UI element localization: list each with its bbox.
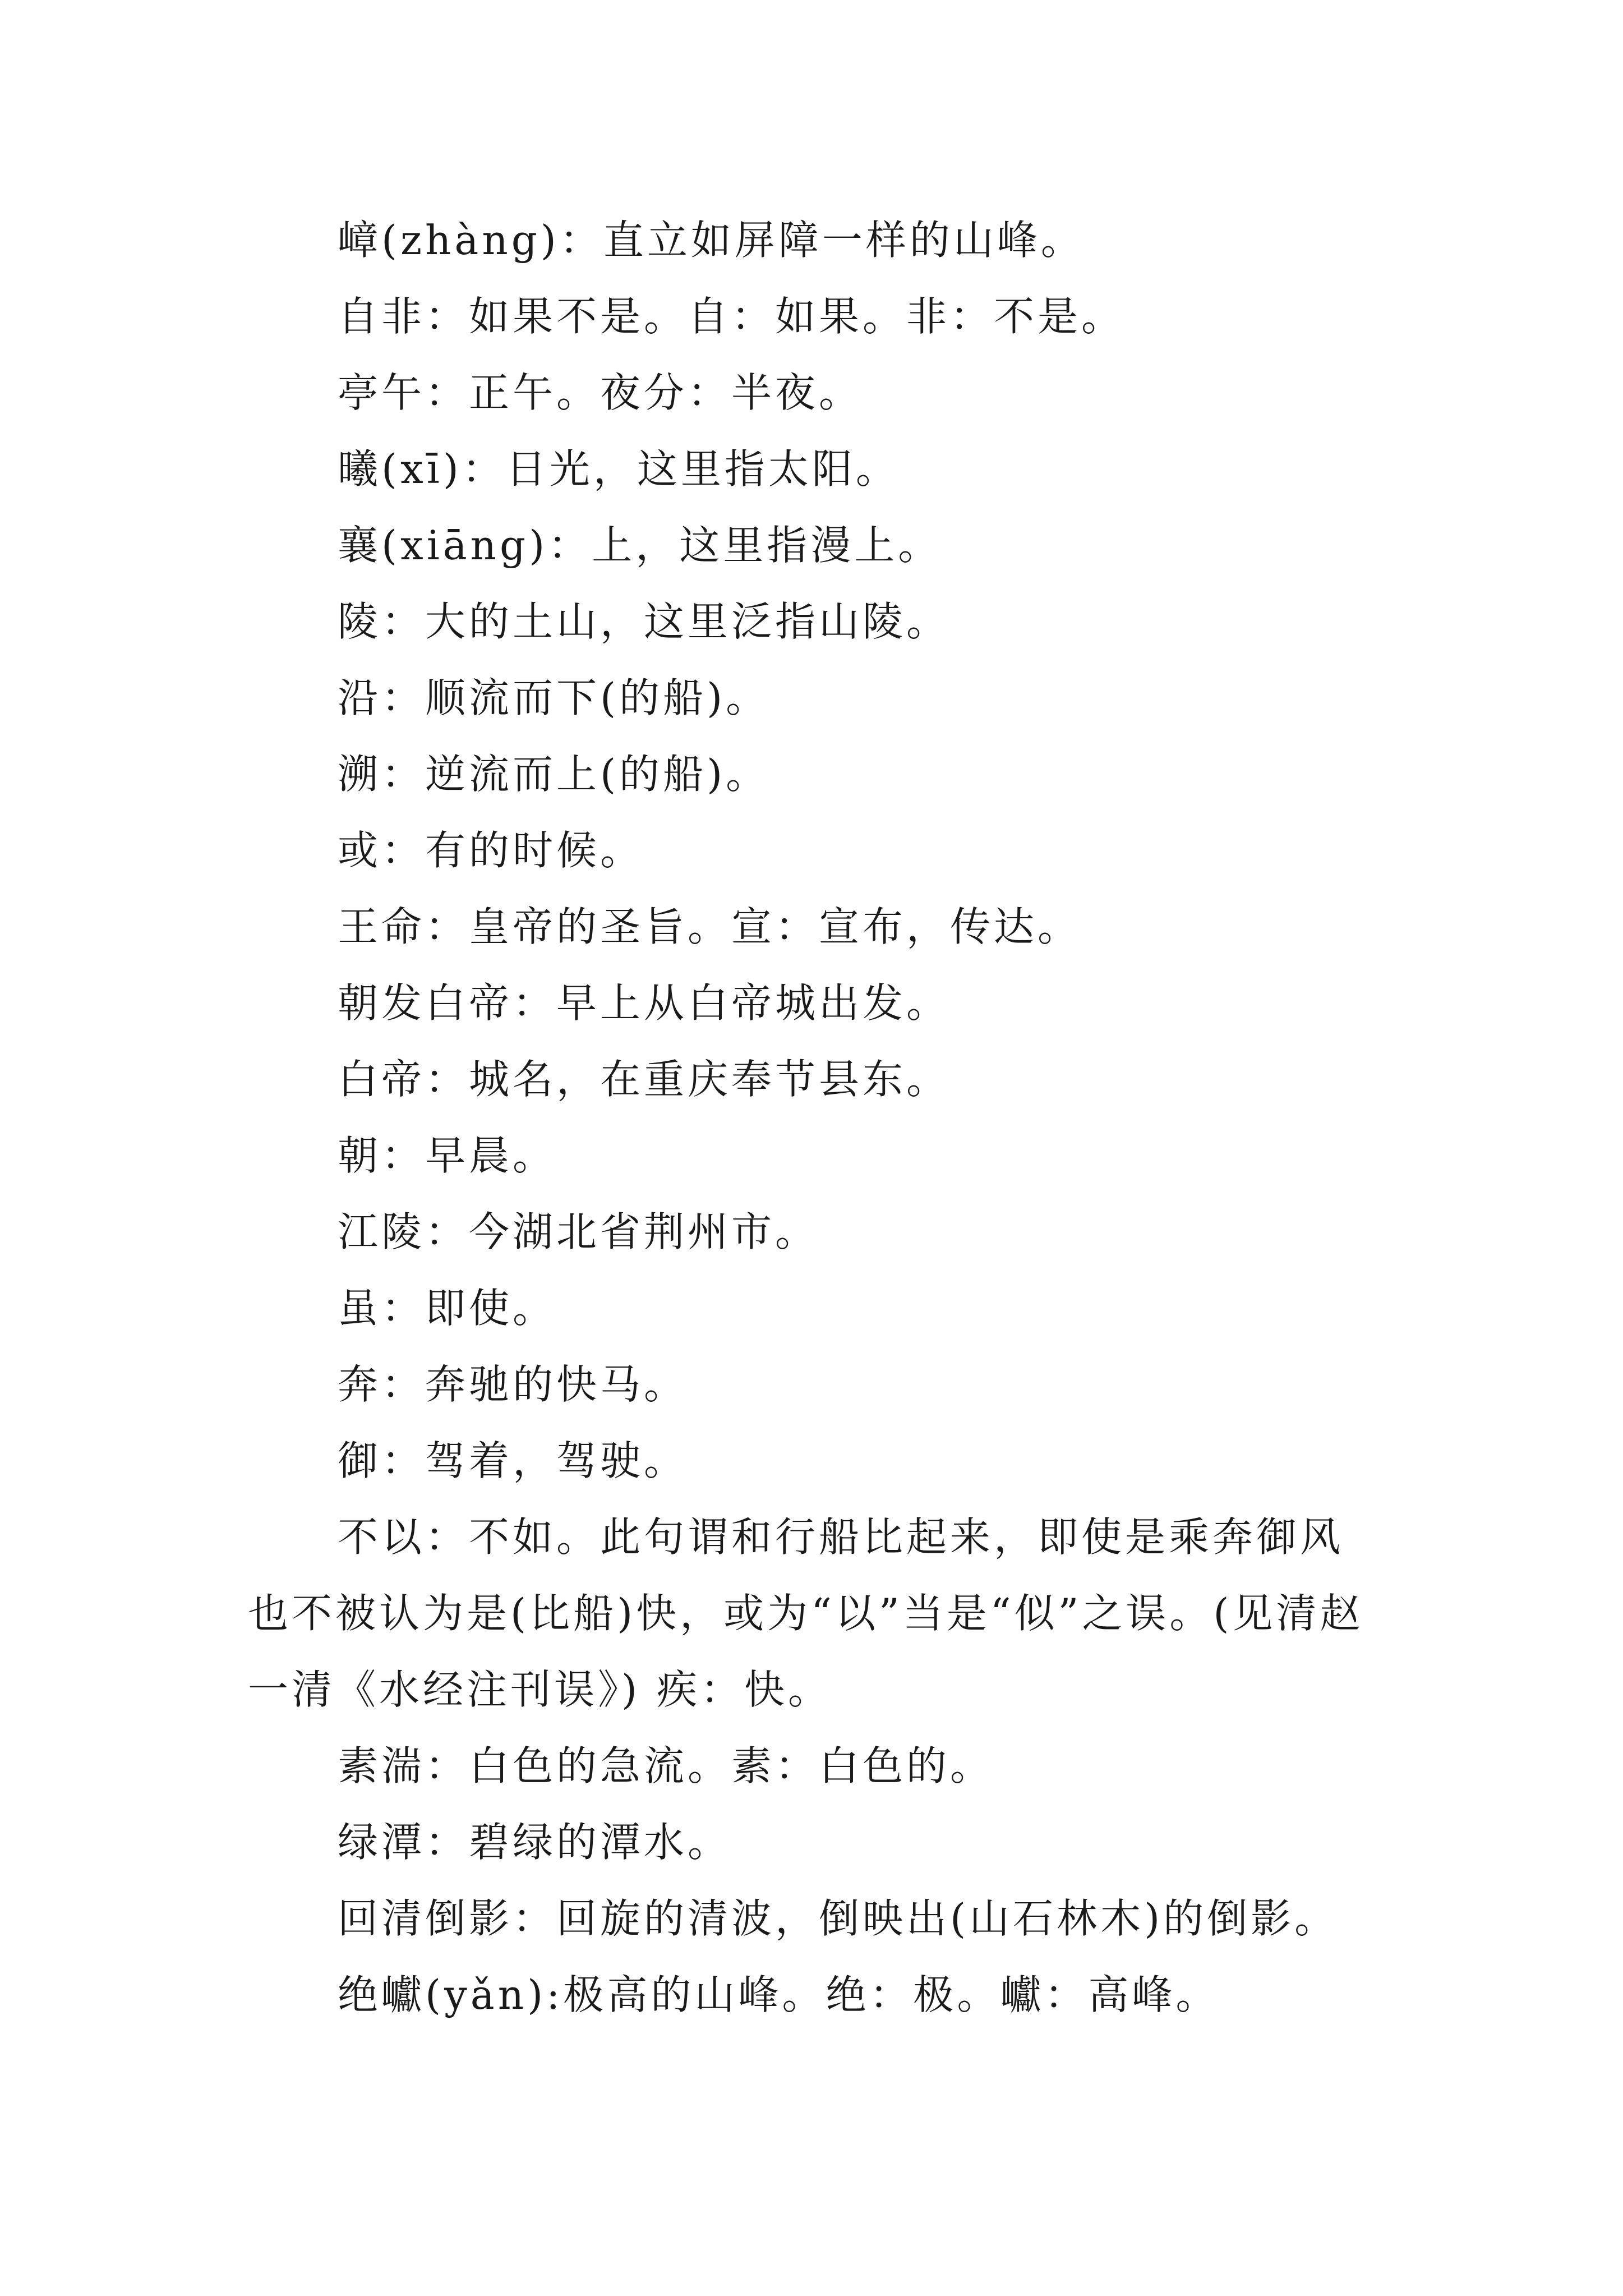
annotation-lvtan: 绿潭：碧绿的潭水。 [338, 1819, 732, 1866]
annotation-tingwu: 亭午：正午。夜分：半夜。 [338, 369, 863, 416]
annotation-xiang: 襄(xiāng)：上，这里指漫上。 [338, 522, 942, 569]
annotation-yu: 御：驾着，驾驶。 [338, 1437, 688, 1484]
annotation-yan: 沿：顺流而下(的船)。 [338, 674, 770, 721]
annotation-zhaofa-baidi: 朝发白帝：早上从白帝城出发。 [338, 979, 951, 1027]
annotation-buyi: 不以：不如。此句谓和行船比起来，即使是乘奔御风也不被认为是(比船)快，或为“以”当是“似”之误。(见清赵一清《水经注刊误》) 疾：快。 [248, 1513, 1364, 1713]
annotation-sui: 虽：即使。 [338, 1285, 557, 1332]
annotation-huo: 或：有的时候。 [338, 827, 644, 874]
annotation-su: 溯：逆流而上(的船)。 [338, 751, 770, 798]
annotation-jueyan: 绝巘(yǎn):极高的山峰。绝：极。巘：高峰。 [338, 1971, 1220, 2018]
annotation-sutuan: 素湍：白色的急流。素：白色的。 [338, 1742, 994, 1789]
annotation-zhao: 朝：早晨。 [338, 1132, 557, 1179]
annotation-ling: 陵：大的土山，这里泛指山陵。 [338, 598, 951, 645]
annotation-xi: 曦(xī)：日光，这里指太阳。 [338, 445, 900, 493]
annotation-jiangling: 江陵：今湖北省荆州市。 [338, 1208, 819, 1255]
annotation-wangming: 王命：皇帝的圣旨。宣：宣布，传达。 [338, 903, 1082, 950]
annotation-ben: 奔：奔驰的快马。 [338, 1361, 688, 1408]
annotation-baidi: 白帝：城名，在重庆奉节县东。 [338, 1056, 951, 1103]
annotation-huiqing-daoying: 回清倒影：回旋的清波，倒映出(山石林木)的倒影。 [338, 1895, 1339, 1942]
annotation-zifei: 自非：如果不是。自：如果。非：不是。 [338, 293, 1126, 340]
annotation-zhang: 嶂(zhàng)：直立如屏障一样的山峰。 [338, 217, 1085, 264]
annotation-list [248, 202, 1385, 2033]
